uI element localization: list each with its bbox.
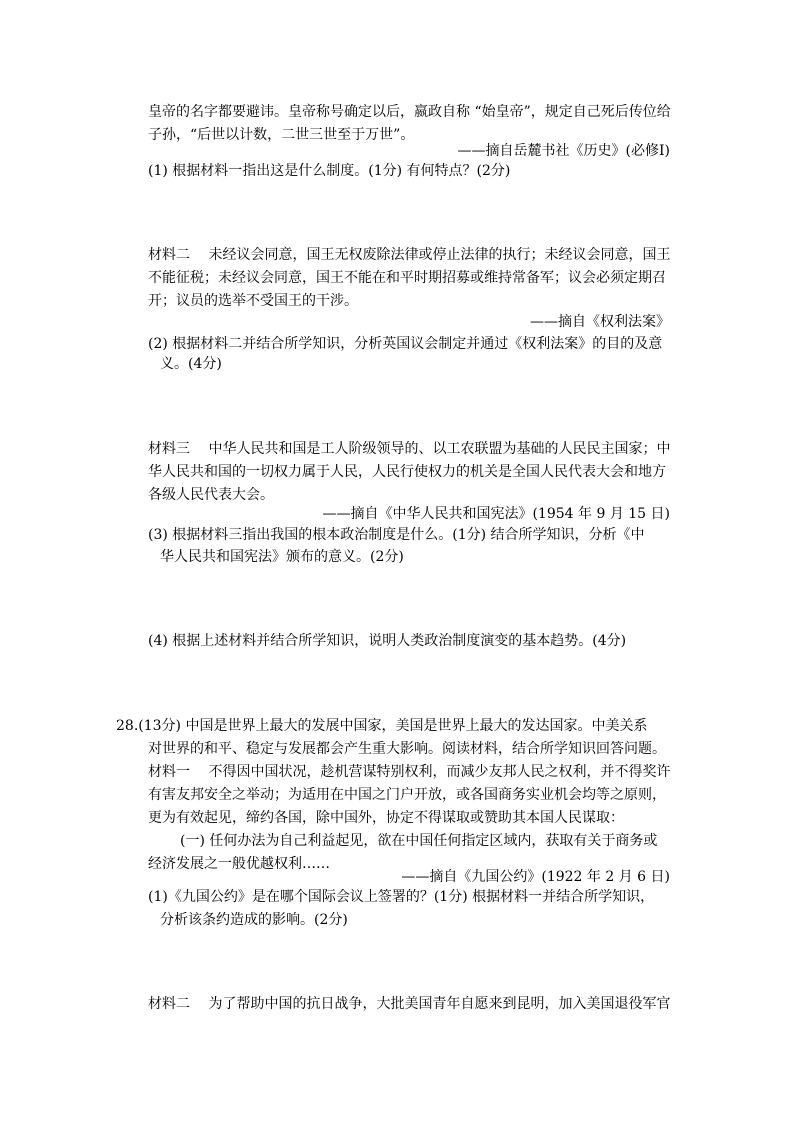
q28-material-1-line-5: 经济发展之一般优越权利…… — [148, 856, 330, 872]
question-3-line-1: (3) 根据材料三指出我国的根本政治制度是什么。(1分) 结合所学知识，分析《中 — [148, 527, 645, 543]
q28-material-1-line-1: 材料一 不得因中国状况，趁机营谋特别权利，而减少友邦人民之权利，并不得奖许 — [148, 764, 671, 780]
question-3-line-2: 华人民共和国宪法》颁布的意义。(2分) — [160, 549, 404, 565]
q28-material-2-line-1: 材料二 为了帮助中国的抗日战争，大批美国青年自愿来到昆明，加入美国退役军官 — [148, 996, 671, 1012]
q28-question-1-line-1: (1)《九国公约》是在哪个国际会议上签署的？(1分) 根据材料一并结合所学知识， — [148, 889, 655, 905]
question-4: (4) 根据上述材料并结合所学知识，说明人类政治制度演变的基本趋势。(4分) — [148, 633, 627, 649]
material-2-text-line-1: 材料二 未经议会同意，国王无权废除法律或停止法律的执行；未经议会同意，国王 — [148, 247, 671, 263]
material-3-text-line-2: 华人民共和国的一切权力属于人民，人民行使权力的机关是全国人民代表大会和地方 — [148, 464, 666, 480]
material-3-text-line-1: 材料三 中华人民共和国是工人阶级领导的、以工农联盟为基础的人民民主国家；中 — [148, 441, 671, 457]
q28-material-1-source: ——摘自《九国公约》(1922 年 2 月 6 日) — [401, 869, 670, 885]
material-3-text-line-3: 各级人民代表大会。 — [148, 487, 274, 503]
material-3-source: ——摘自《中华人民共和国宪法》(1954 年 9 月 15 日) — [322, 506, 670, 522]
material-1-source: ——摘自岳麓书社《历史》(必修Ⅰ) — [457, 143, 670, 159]
material-1-text-line-2: 子孙，“后世以计数，二世三世至于万世”。 — [148, 127, 415, 143]
material-2-source: ——摘自《权利法案》 — [530, 314, 670, 330]
material-2-text-line-2: 不能征税；未经议会同意，国王不能在和平时期招募或维持常备军；议会必须定期召 — [148, 270, 666, 286]
question-28-intro-line-1: 28.(13分) 中国是世界上最大的发展中国家，美国是世界上最大的发达国家。中美关系 — [116, 718, 648, 734]
question-2-line-1: (2) 根据材料二并结合所学知识，分析英国议会制定并通过《权利法案》的目的及意 — [148, 336, 663, 352]
material-1-text-line-1: 皇帝的名字都要避讳。皇帝称号确定以后，嬴政自称 “始皇帝”，规定自己死后传位给 — [148, 104, 671, 120]
question-2-line-2: 义。(4分) — [160, 356, 222, 372]
q28-material-1-line-3: 更为有效起见，缔约各国，除中国外，协定不得谋取或赞助其本国人民谋取： — [148, 810, 624, 826]
q28-question-1-line-2: 分析该条约造成的影响。(2分) — [160, 912, 348, 928]
q28-material-1-line-4: (一) 任何办法为自己利益起见，欲在中国任何指定区域内，获取有关于商务或 — [180, 833, 658, 849]
q28-material-1-line-2: 有害友邦安全之举动；为适用在中国之门户开放，或各国商务实业机会均等之原则， — [148, 787, 666, 803]
material-2-text-line-3: 开；议员的选举不受国王的干涉。 — [148, 293, 358, 309]
question-1: (1) 根据材料一指出这是什么制度。(1分) 有何特点？(2分) — [148, 163, 511, 179]
question-28-intro-line-2: 对世界的和平、稳定与发展都会产生重大影响。阅读材料，结合所学知识回答问题。 — [148, 741, 666, 757]
